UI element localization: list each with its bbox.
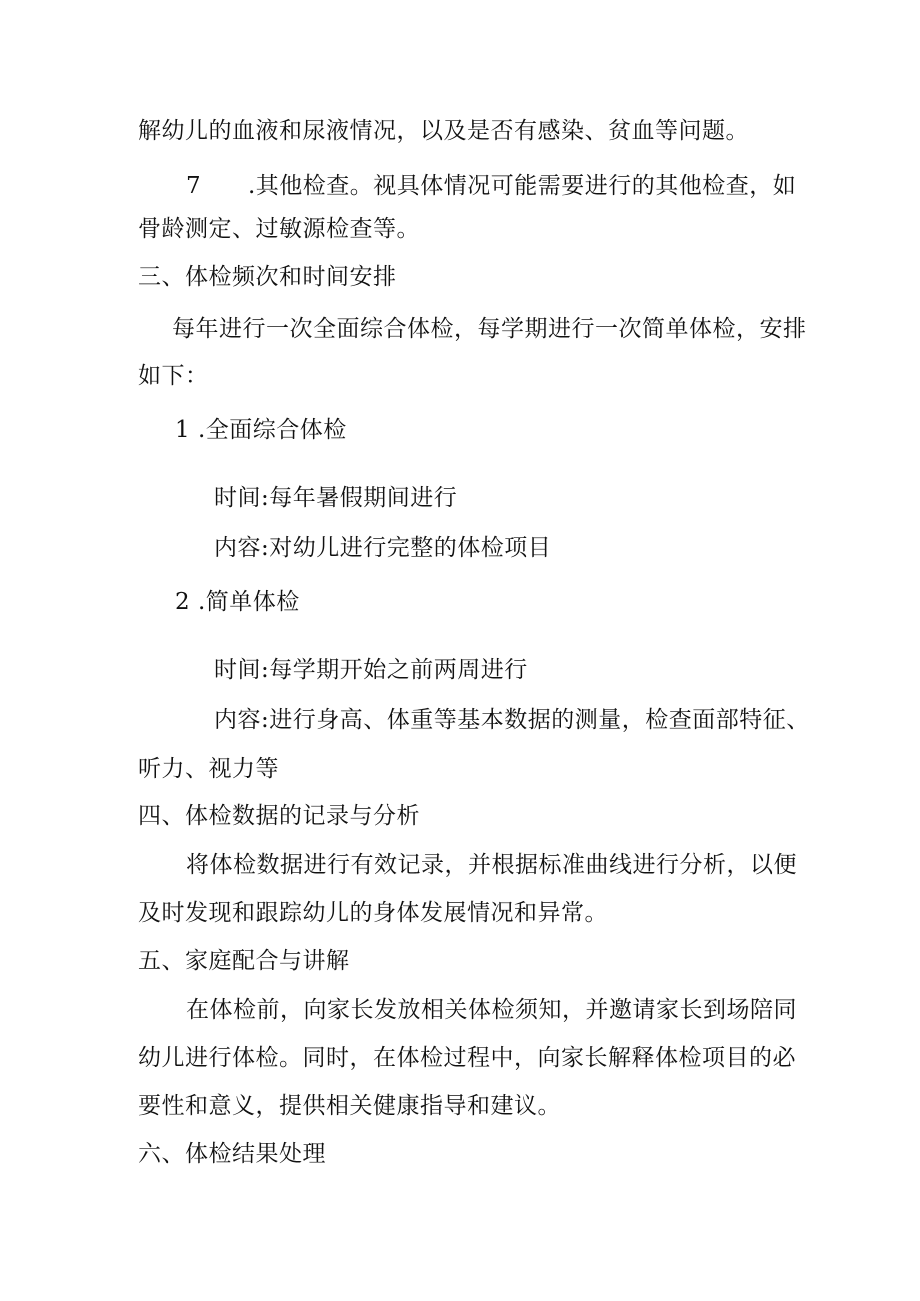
subheading-2: 2 .简单体检 — [175, 589, 300, 615]
list-item-7-line: 7 .其他检查。视具体情况可能需要进行的其他检查，如 — [186, 173, 797, 199]
content-line: 内容:对幼儿进行完整的体检项目 — [214, 535, 552, 561]
paragraph-line: 听力、视力等 — [138, 756, 279, 782]
paragraph-line: 如下： — [138, 363, 209, 389]
paragraph-line: 将体检数据进行有效记录，并根据标准曲线进行分析，以便 — [186, 852, 797, 878]
section-heading-5: 五、家庭配合与讲解 — [138, 948, 350, 974]
time-line: 时间:每年暑假期间进行 — [214, 485, 458, 511]
section-heading-3: 三、体检频次和时间安排 — [138, 264, 397, 290]
content-line: 内容:进行身高、体重等基本数据的测量，检查面部特征、 — [214, 707, 810, 733]
paragraph-line: 要性和意义，提供相关健康指导和建议。 — [138, 1093, 561, 1119]
section-heading-4: 四、体检数据的记录与分析 — [138, 803, 420, 829]
paragraph-line: 幼儿进行体检。同时，在体检过程中，向家长解释体检项目的必 — [138, 1045, 796, 1071]
paragraph-line: 在体检前，向家长发放相关体检须知，并邀请家长到场陪同 — [186, 997, 797, 1023]
section-heading-6: 六、体检结果处理 — [138, 1141, 326, 1167]
time-line: 时间:每学期开始之前两周进行 — [214, 657, 528, 683]
paragraph-line: 每年进行一次全面综合体检，每学期进行一次简单体检，安排 — [172, 316, 807, 342]
paragraph-line: 解幼儿的血液和尿液情况，以及是否有感染、贫血等问题。 — [138, 118, 749, 144]
subheading-1: 1 .全面综合体检 — [175, 417, 347, 443]
paragraph-line: 骨龄测定、过敏源检查等。 — [138, 216, 420, 242]
paragraph-line: 及时发现和跟踪幼儿的身体发展情况和异常。 — [138, 900, 608, 926]
